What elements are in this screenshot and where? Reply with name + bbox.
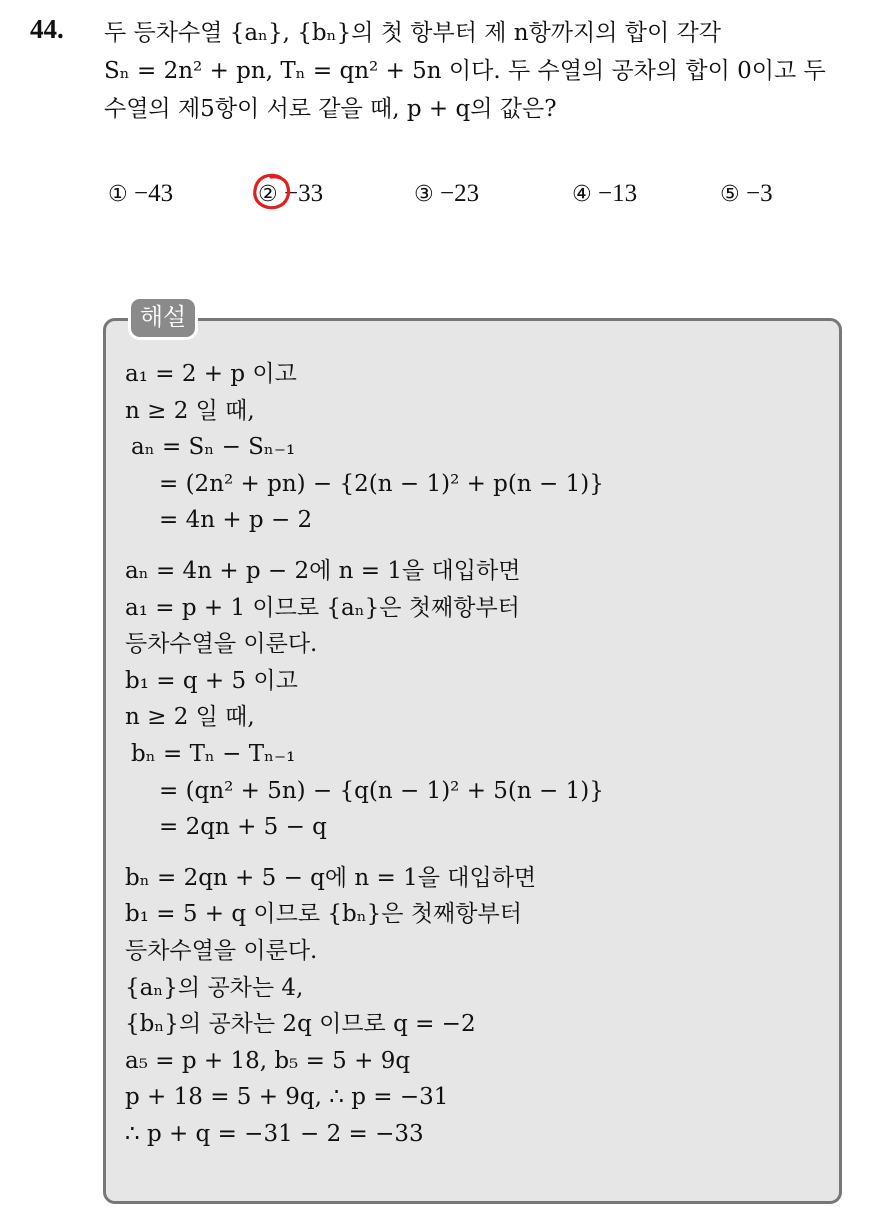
choice-value-2: −33 [283, 180, 324, 207]
choice-number-5: ⑤ [720, 182, 740, 207]
solution-line: n ≥ 2 일 때, [125, 704, 255, 731]
question-stem [104, 14, 864, 128]
solution-line: = 4n + p − 2 [159, 507, 313, 534]
question-line: Sₙ = 2n² + pn, Tₙ = qn² + 5n 이다. 두 수열의 공차의 합이 0이고 두 [104, 58, 826, 84]
solution-line: a₁ = p + 1 이므로 {aₙ}은 첫째항부터 [125, 594, 520, 621]
solution-line: p + 18 = 5 + 9q, ∴ p = −31 [125, 1084, 449, 1111]
question-number: 44. [30, 14, 64, 44]
solution-line: 등차수열을 이룬다. [125, 631, 318, 658]
solution-line: 등차수열을 이룬다. [125, 937, 318, 964]
choice-number-4: ④ [572, 182, 592, 207]
choice-value-5: −3 [745, 180, 773, 207]
solution-line: = (qn² + 5n) − {q(n − 1)² + 5(n − 1)} [159, 777, 604, 804]
solution-line: a₁ = 2 + p 이고 [125, 361, 297, 387]
choice-1[interactable] [108, 180, 173, 208]
choice-3[interactable] [414, 180, 479, 208]
solution-line: {aₙ}의 공차는 4, [125, 974, 304, 1001]
choice-4[interactable] [572, 180, 637, 208]
question-line: 두 등차수열 {aₙ}, {bₙ}의 첫 항부터 제 n항까지의 합이 각각 [104, 20, 721, 46]
solution-line: = 2qn + 5 − q [159, 814, 327, 841]
solution-line: bₙ = Tₙ − Tₙ₋₁ [131, 740, 296, 767]
choice-5[interactable] [720, 180, 773, 208]
solution-line: = (2n² + pn) − {2(n − 1)² + p(n − 1)} [159, 470, 604, 497]
solution-body [125, 356, 825, 1152]
question-line: 수열의 제5항이 서로 같을 때, p + q의 값은? [104, 96, 557, 122]
choice-number-1: ① [108, 182, 128, 207]
solution-line: ∴ p + q = −31 − 2 = −33 [125, 1120, 424, 1147]
solution-line: n ≥ 2 일 때, [125, 397, 255, 424]
solution-line: aₙ = 4n + p − 2에 n = 1을 대입하면 [125, 557, 521, 584]
solution-line: {bₙ}의 공차는 2q 이므로 q = −2 [125, 1011, 476, 1038]
solution-line: aₙ = Sₙ − Sₙ₋₁ [131, 434, 296, 461]
solution-line: bₙ = 2qn + 5 − q에 n = 1을 대입하면 [125, 864, 537, 891]
solution-tab: 해설 [128, 296, 198, 340]
choice-value-3: −23 [439, 180, 480, 207]
solution-line: b₁ = 5 + q 이므로 {bₙ}은 첫째항부터 [125, 901, 522, 928]
answer-choices [108, 180, 828, 220]
choice-value-1: −43 [133, 180, 174, 207]
choice-number-2: ② [258, 182, 278, 207]
solution-line: b₁ = q + 5 이고 [125, 667, 298, 694]
choice-number-3: ③ [414, 182, 434, 207]
choice-2[interactable] [258, 180, 323, 208]
choice-value-4: −13 [597, 180, 638, 207]
solution-line: a₅ = p + 18, b₅ = 5 + 9q [125, 1047, 411, 1074]
